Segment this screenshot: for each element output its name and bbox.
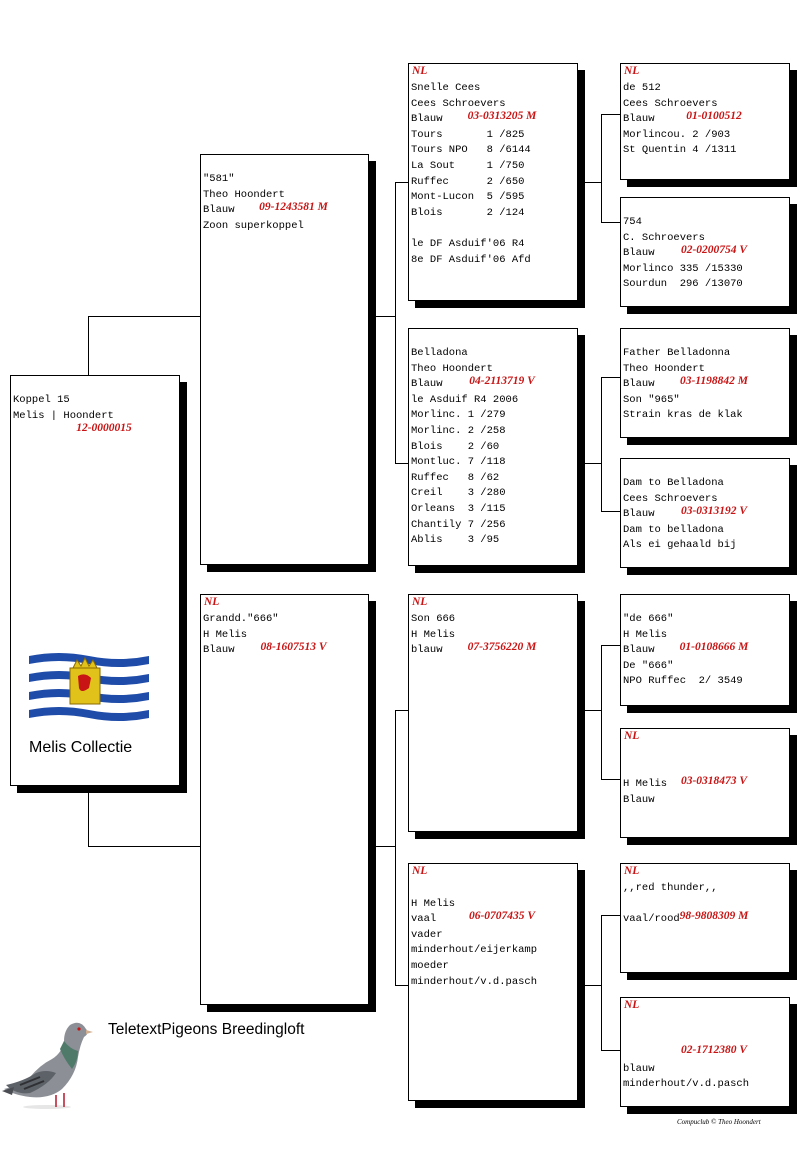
sd-dam-card[interactable]	[620, 458, 790, 568]
ring-number: 02-0200754 V	[680, 244, 748, 256]
detail-line: Ruffec 8 /62	[411, 471, 500, 484]
detail-line: Tours 1 /825	[411, 128, 525, 141]
detail-line: H Melis	[411, 628, 456, 641]
detail-line: Koppel 15	[13, 394, 70, 406]
detail-line: Melis | Hoondert	[13, 409, 114, 422]
detail-line: Blauw	[623, 644, 655, 657]
connector-line	[601, 645, 620, 646]
detail-line: Theo Hoondert	[411, 362, 493, 375]
flag-caption: Melis Collectie	[29, 739, 133, 756]
connector-line	[578, 182, 602, 183]
connector-line	[369, 316, 396, 317]
detail-line: Blois 2 /124	[411, 206, 525, 219]
detail-line: minderhout/v.d.pasch	[623, 1078, 750, 1091]
connector-line	[88, 316, 200, 317]
detail-line: Blois 2 /60	[411, 440, 500, 453]
subject-card[interactable]	[10, 375, 180, 786]
detail-line: le Asduif R4 2006	[411, 393, 519, 406]
detail-line: Als ei gehaald bij	[623, 539, 737, 552]
detail-line: blauw	[411, 644, 443, 657]
detail-line: Blauw	[623, 247, 655, 260]
detail-line	[411, 221, 577, 237]
ss-dam-card[interactable]	[620, 197, 790, 307]
detail-line: Blauw	[623, 378, 655, 391]
detail-line: vader	[411, 928, 443, 941]
sire-card[interactable]	[200, 154, 369, 565]
ds-dam-card[interactable]	[620, 728, 790, 838]
sire-dam-card[interactable]	[408, 328, 578, 566]
detail-line: minderhout/v.d.pasch	[411, 975, 538, 988]
detail-line: Cees Schroevers	[623, 97, 718, 110]
connector-line	[578, 463, 602, 464]
ring-number: NL 03-0313205 M	[412, 65, 537, 122]
detail-line: blauw	[623, 1062, 655, 1075]
detail-line: Tours NPO 8 /6144	[411, 144, 531, 157]
detail-line: Strain kras de klak	[623, 409, 743, 422]
detail-line: Montluc. 7 /118	[411, 456, 506, 469]
dam-sire-card[interactable]	[408, 594, 578, 832]
detail-line: Chantily 7 /256	[411, 518, 506, 531]
dam-card[interactable]	[200, 594, 369, 1005]
detail-line: Ruffec 2 /650	[411, 175, 525, 188]
connector-line	[578, 985, 602, 986]
detail-line: Blauw	[411, 113, 443, 126]
detail-line: Cees Schroevers	[623, 492, 718, 505]
detail-line: Blauw	[203, 204, 235, 217]
detail-line: ,,red thunder,,	[623, 882, 718, 894]
connector-line	[601, 511, 620, 512]
detail-line: Theo Hoondert	[623, 362, 705, 375]
detail-line: Father Belladonna	[623, 347, 731, 359]
dd-dam-card[interactable]	[620, 997, 790, 1107]
connector-line	[88, 316, 89, 376]
connector-line	[369, 846, 396, 847]
detail-line: H Melis	[623, 628, 668, 641]
loft-name: TeletextPigeons Breedingloft	[108, 1021, 305, 1038]
detail-line: Grandd."666"	[203, 613, 279, 625]
connector-line	[395, 182, 396, 464]
detail-line: Morlinc. 2 /258	[411, 424, 506, 437]
detail-line: Orleans 3 /115	[411, 502, 506, 515]
detail-line: Sourdun 296 /13070	[623, 278, 743, 291]
detail-line: Theo Hoondert	[203, 188, 285, 201]
ring-number: NL 03-0318473 V	[624, 730, 748, 787]
detail-line: 754	[623, 216, 642, 228]
detail-line: Blauw	[623, 508, 655, 521]
detail-line: Dam to Belladona	[623, 477, 724, 489]
connector-line	[601, 915, 620, 916]
sd-sire-card[interactable]	[620, 328, 790, 438]
detail-line: NPO Ruffec 2/ 3549	[623, 675, 743, 688]
zeeland-flag-icon	[29, 648, 149, 732]
detail-line: Blauw	[203, 644, 235, 657]
detail-line: De "666"	[623, 659, 674, 672]
connector-line	[88, 846, 200, 847]
ring-number: 09-1243581 M	[259, 201, 328, 213]
detail-line: H Melis	[411, 897, 456, 910]
detail-line: vaal	[411, 913, 437, 926]
sire-sire-card[interactable]	[408, 63, 578, 301]
detail-line: H Melis	[623, 778, 668, 791]
connector-line	[395, 710, 396, 986]
detail-line: vaal/rood	[623, 913, 680, 926]
connector-line	[578, 710, 602, 711]
detail-line: Morlinco 335 /15330	[623, 262, 743, 275]
dam-dam-card[interactable]	[408, 863, 578, 1101]
connector-line	[601, 645, 602, 780]
connector-line	[88, 790, 89, 846]
detail-line: Mont-Lucon 5 /595	[411, 191, 525, 204]
ring-number: 03-1198842 M	[679, 375, 749, 387]
detail-line: Morlinc. 1 /279	[411, 409, 506, 422]
detail-line: Snelle Cees	[411, 82, 481, 94]
credit-text: Compuclub © Theo Hoondert	[677, 1118, 761, 1126]
ring-number: NL 06-0707435 V	[412, 865, 536, 922]
detail-line: La Sout 1 /750	[411, 159, 525, 172]
detail-line: St Quentin 4 /1311	[623, 144, 737, 157]
connector-line	[395, 985, 408, 986]
connector-line	[601, 779, 620, 780]
ring-number: 04-2113719 V	[469, 375, 535, 387]
detail-line: Cees Schroevers	[411, 97, 506, 110]
detail-line: Morlincou. 2 /903	[623, 128, 731, 141]
detail-line: 8e DF Asduif'06 Afd	[411, 253, 531, 266]
detail-line: Zoon superkoppel	[203, 219, 304, 232]
detail-line: Blauw	[623, 113, 655, 126]
ds-sire-card[interactable]	[620, 594, 790, 706]
detail-line: de 512	[623, 82, 661, 94]
detail-line: Son "965"	[623, 393, 680, 406]
connector-line	[395, 463, 408, 464]
connector-line	[601, 222, 620, 223]
ring-number: NL 98-9808309 M	[624, 865, 749, 922]
detail-line: H Melis	[203, 628, 248, 641]
ring-number: 01-0108666 M	[679, 641, 749, 653]
detail-line: le DF Asduif'06 R4	[411, 237, 525, 250]
detail-line: Dam to belladona	[623, 523, 724, 536]
ring-number: NL 01-0100512	[624, 65, 742, 122]
ring-number: 12-0000015	[76, 422, 132, 434]
ring-number: NL 02-1712380 V	[624, 999, 748, 1056]
ring-number: 03-0313192 V	[680, 505, 748, 517]
ring-number: NL 08-1607513 V	[204, 596, 327, 653]
detail-line: Creil 3 /280	[411, 487, 506, 500]
detail-line: C. Schroevers	[623, 231, 705, 244]
connector-line	[395, 710, 408, 711]
connector-line	[395, 182, 408, 183]
connector-line	[601, 377, 602, 512]
ring-number: NL 07-3756220 M	[412, 596, 537, 653]
detail-line: moeder	[411, 959, 449, 972]
detail-line: Belladona	[411, 347, 468, 359]
detail-line: Ablis 3 /95	[411, 534, 500, 547]
detail-line: Blauw	[623, 793, 655, 806]
connector-line	[601, 377, 620, 378]
ss-sire-card[interactable]	[620, 63, 790, 180]
connector-line	[601, 114, 602, 223]
pigeon-logo-icon	[0, 1015, 95, 1115]
connector-line	[601, 915, 602, 1051]
detail-line: Son 666	[411, 613, 456, 625]
detail-line: minderhout/eijerkamp	[411, 944, 538, 957]
detail-line: Blauw	[411, 378, 443, 391]
connector-line	[601, 1050, 620, 1051]
connector-line	[601, 114, 620, 115]
detail-line: "de 666"	[623, 613, 674, 625]
dd-sire-card[interactable]	[620, 863, 790, 973]
detail-line: "581"	[203, 173, 235, 185]
